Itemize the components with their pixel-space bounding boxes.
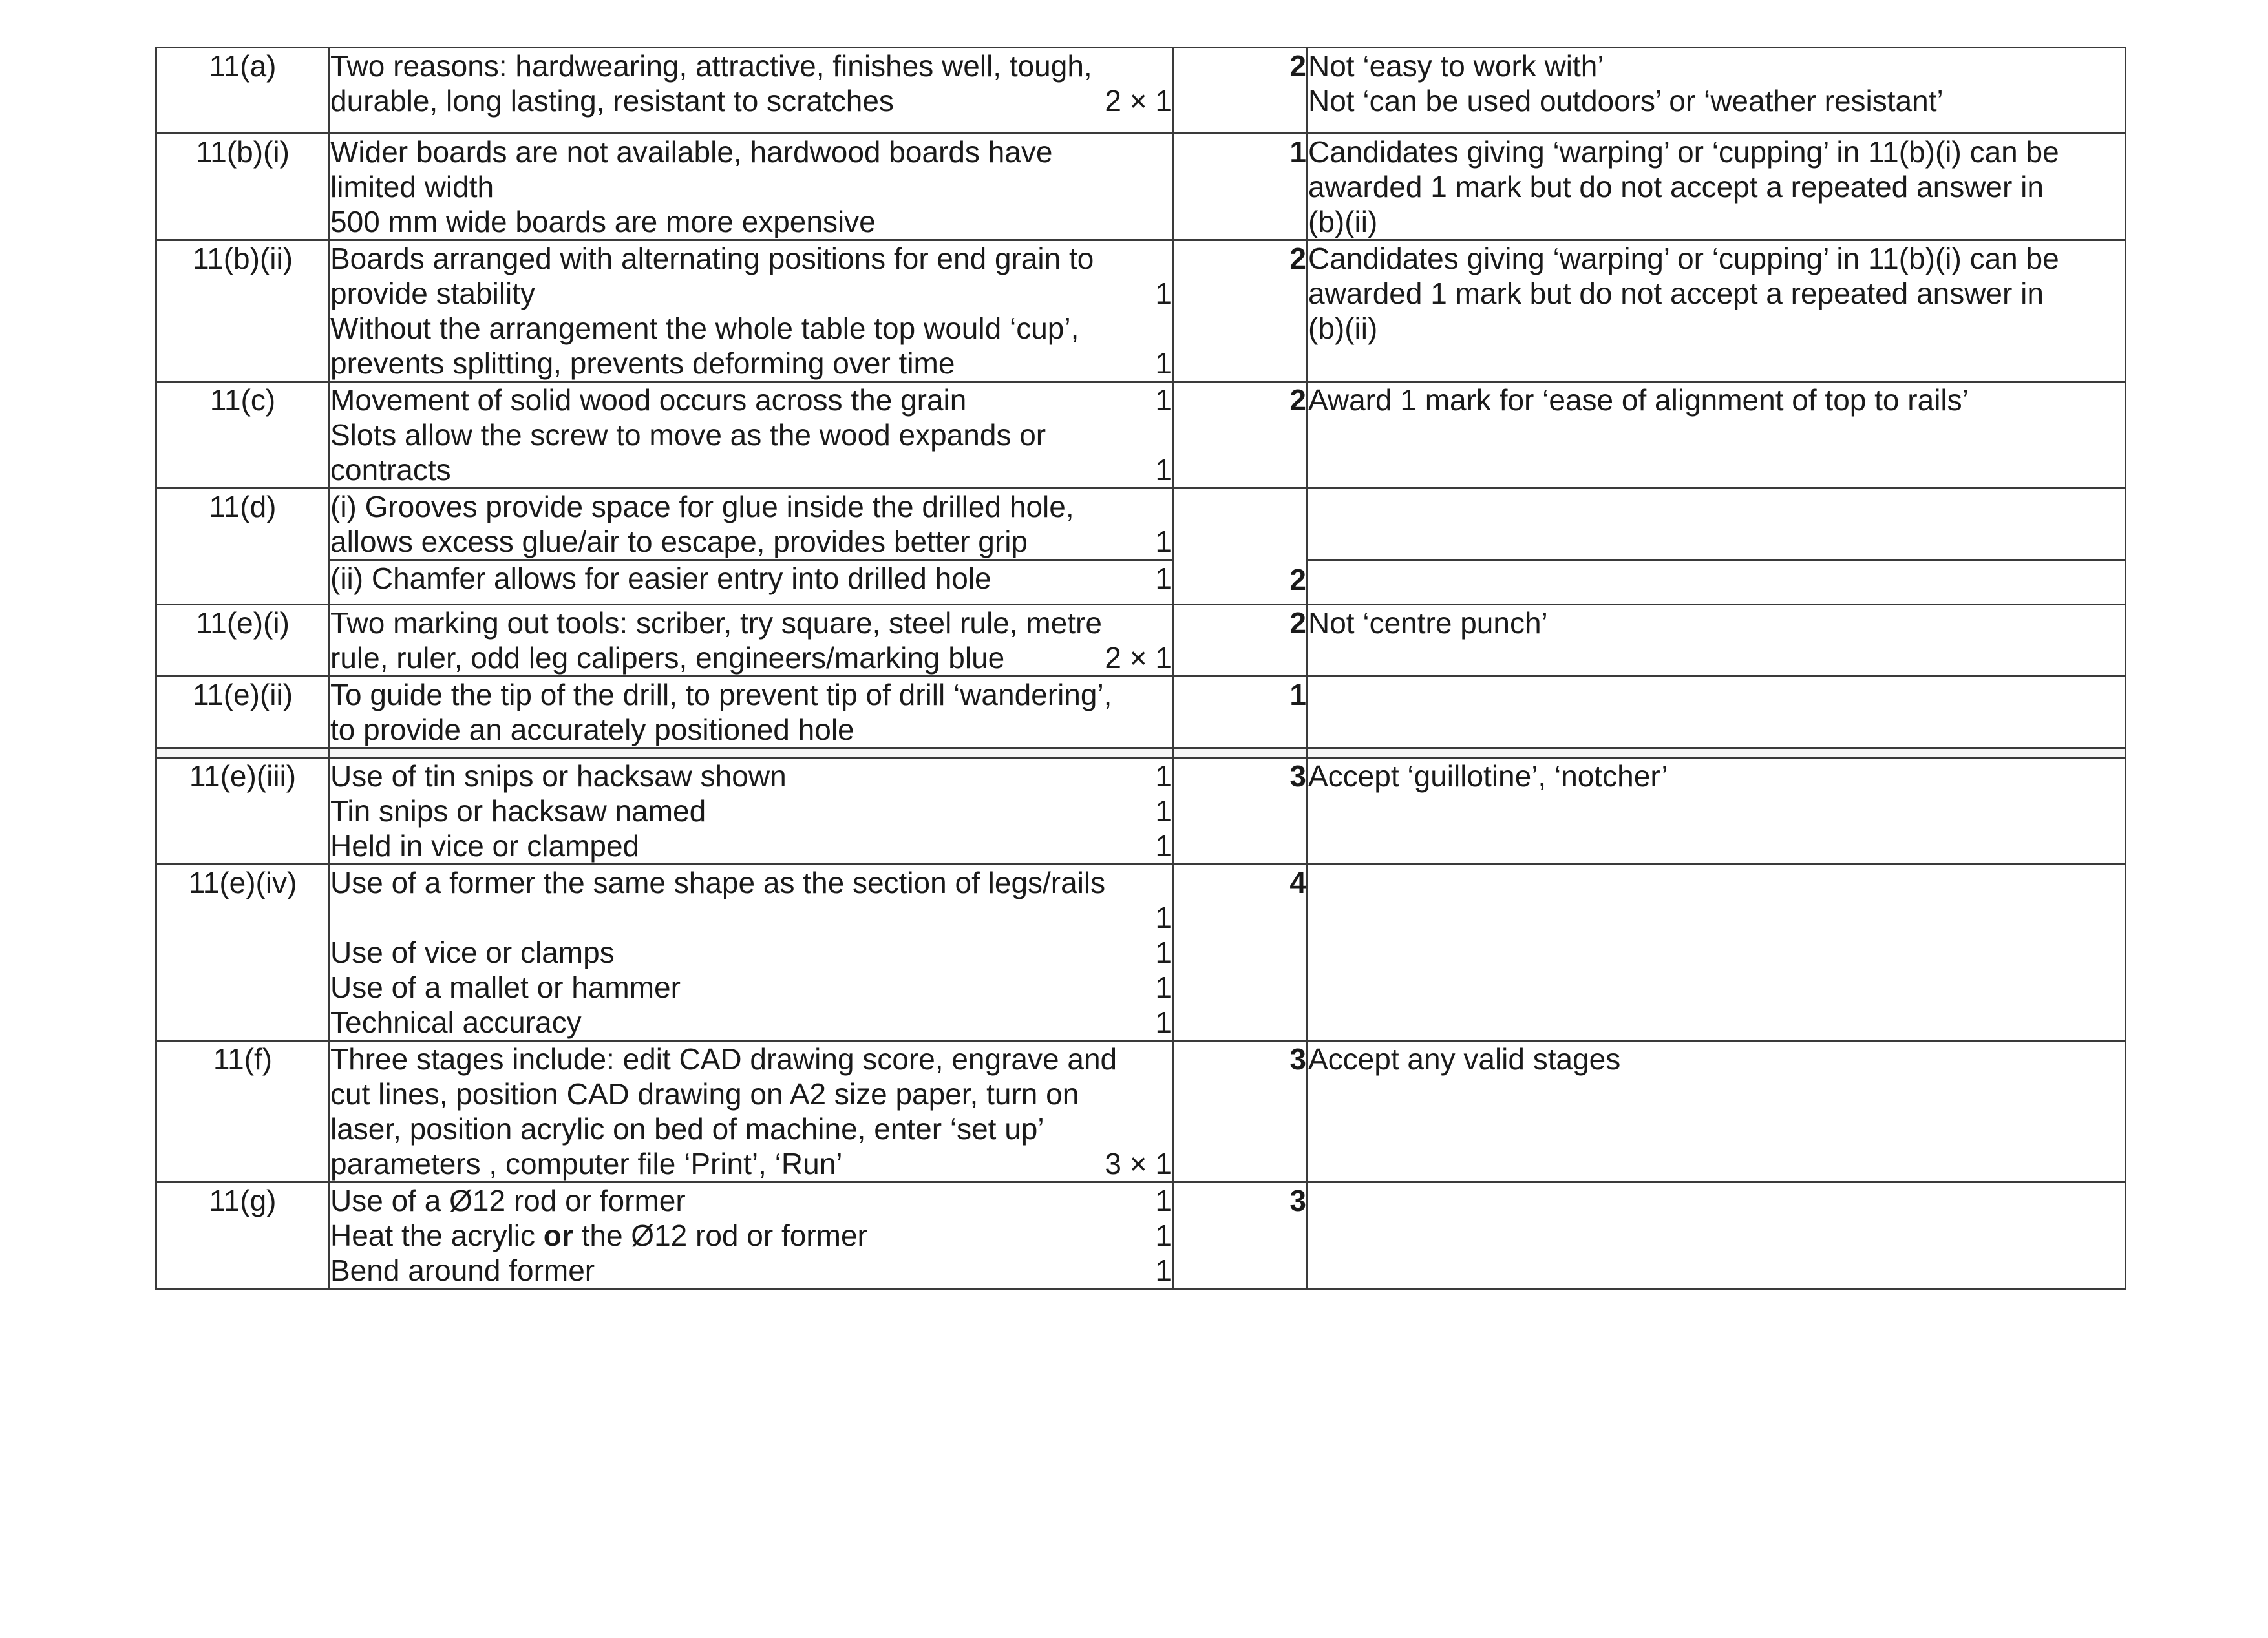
answer-cell	[330, 1041, 1173, 1182]
guidance-text: Award 1 mark for ‘ease of alignment of top to rails’	[1308, 383, 1969, 417]
answer-text: Use of tin snips or hacksaw shown	[330, 759, 787, 793]
answer-text: parameters , computer file ‘Print’, ‘Run’	[330, 1147, 843, 1181]
answer-text: allows excess glue/air to escape, provides better grip	[330, 525, 1028, 558]
line-mark	[1159, 241, 1172, 276]
answer-text: Wider boards are not available, hardwood boards have	[330, 135, 1053, 169]
guidance-cell	[1308, 382, 2126, 488]
line-mark: 2 × 1	[1105, 84, 1172, 118]
guidance-cell	[1308, 865, 2126, 1041]
line-mark	[1159, 204, 1172, 239]
line-mark	[1159, 417, 1172, 452]
table-row	[156, 382, 2126, 488]
answer-text: provide stability	[330, 277, 536, 310]
line-mark	[1159, 134, 1172, 169]
marks-cell	[1173, 865, 1308, 1041]
answer-text: contracts	[330, 453, 451, 487]
line-mark	[1159, 489, 1172, 524]
question-number: 11(b)(i)	[156, 134, 330, 240]
answer-text: Use of vice or clamps	[330, 936, 615, 969]
question-number: 11(e)(ii)	[156, 677, 330, 748]
guidance-cell	[1308, 240, 2126, 382]
marks-cell	[1173, 240, 1308, 382]
answer-line	[330, 1253, 1172, 1288]
table-row	[156, 1041, 2126, 1182]
total-marks: 3	[1289, 1184, 1306, 1217]
answer-line	[330, 489, 1172, 524]
answer-cell	[330, 1182, 1173, 1289]
guidance-cell	[1308, 134, 2126, 240]
marks-cell	[1173, 488, 1308, 605]
guidance-cell	[1308, 758, 2126, 865]
total-marks: 1	[1289, 135, 1306, 169]
line-mark	[1159, 169, 1172, 204]
line-mark	[1159, 712, 1172, 747]
line-mark: 1	[1155, 562, 1172, 595]
table-row	[156, 560, 2126, 605]
guidance-cell	[1308, 48, 2126, 134]
divider-cell	[156, 748, 330, 758]
line-mark	[1159, 48, 1172, 83]
answer-line	[330, 561, 1172, 596]
line-mark: 1	[1155, 383, 1172, 417]
question-number: 11(g)	[156, 1182, 330, 1289]
total-marks: 4	[1289, 866, 1306, 899]
answer-line	[330, 1146, 1172, 1181]
mark-scheme-table	[155, 47, 2126, 1290]
line-mark	[1159, 677, 1172, 712]
answer-line	[330, 204, 1172, 239]
answer-line	[330, 1218, 1172, 1253]
line-mark: 1	[1155, 277, 1172, 310]
answer-line	[330, 1005, 1172, 1040]
answer-text: Use of a former the same shape as the section of legs/rails	[330, 866, 1106, 899]
guidance-cell	[1308, 1041, 2126, 1182]
answer-line	[330, 1111, 1172, 1146]
line-mark: 1	[1155, 346, 1172, 380]
marks-cell	[1173, 758, 1308, 865]
answer-cell	[330, 758, 1173, 865]
answer-text: 500 mm wide boards are more expensive	[330, 205, 876, 238]
answer-text-emphasis: or	[543, 1219, 573, 1252]
answer-text: rule, ruler, odd leg calipers, engineers/marking blue	[330, 641, 1005, 675]
guidance-text: awarded 1 mark but do not accept a repeated answer in	[1308, 170, 2044, 204]
marks-cell	[1173, 1182, 1308, 1289]
answer-line	[330, 865, 1172, 900]
answer-text	[330, 1218, 1142, 1253]
marks-cell	[1173, 134, 1308, 240]
table-row	[156, 240, 2126, 382]
answer-line	[330, 712, 1172, 747]
answer-line	[330, 1076, 1172, 1111]
guidance-cell	[1308, 605, 2126, 677]
answer-line	[330, 134, 1172, 169]
line-mark: 1	[1155, 971, 1172, 1004]
page-break-divider	[156, 748, 2126, 758]
answer-line	[330, 1183, 1172, 1218]
answer-text: Boards arranged with alternating positions for end grain to	[330, 242, 1094, 275]
line-mark: 1	[1155, 759, 1172, 793]
answer-text	[330, 900, 1142, 935]
answer-text: Movement of solid wood occurs across the grain	[330, 383, 967, 417]
answer-text-part: Use of a Ø12 rod or former	[330, 1184, 686, 1217]
guidance-text: Not ‘can be used outdoors’ or ‘weather resistant’	[1308, 84, 1944, 118]
answer-line	[330, 935, 1172, 970]
answer-line	[330, 276, 1172, 311]
answer-text: cut lines, position CAD drawing on A2 size paper, turn on	[330, 1077, 1079, 1111]
answer-line	[330, 452, 1172, 487]
answer-line	[330, 241, 1172, 276]
guidance-cell	[1308, 560, 2126, 605]
table-row	[156, 488, 2126, 560]
answer-line	[330, 383, 1172, 417]
answer-text-part: the Ø12 rod or former	[573, 1219, 867, 1252]
mark-scheme-page	[155, 47, 2125, 1290]
total-marks: 2	[1289, 606, 1306, 640]
answer-cell	[330, 605, 1173, 677]
answer-line	[330, 793, 1172, 828]
divider-cell	[1173, 748, 1308, 758]
guidance-text: Accept ‘guillotine’, ‘notcher’	[1308, 759, 1668, 793]
table-row	[156, 758, 2126, 865]
line-mark: 3 × 1	[1105, 1147, 1172, 1181]
question-number: 11(c)	[156, 382, 330, 488]
answer-text: Two marking out tools: scriber, try square, steel rule, metre	[330, 606, 1102, 640]
answer-line	[330, 759, 1172, 793]
answer-text: Three stages include: edit CAD drawing score, engrave and	[330, 1042, 1118, 1076]
answer-line	[330, 900, 1172, 935]
answer-line	[330, 828, 1172, 863]
guidance-text: awarded 1 mark but do not accept a repeated answer in	[1308, 277, 2044, 310]
answer-cell	[330, 240, 1173, 382]
line-mark	[1159, 605, 1172, 640]
guidance-text: Not ‘centre punch’	[1308, 606, 1548, 640]
answer-text: Slots allow the screw to move as the wood expands or	[330, 418, 1046, 452]
guidance-cell	[1308, 1182, 2126, 1289]
table-row	[156, 1182, 2126, 1289]
answer-text-part: Bend around former	[330, 1254, 595, 1287]
total-marks: 2	[1289, 563, 1306, 596]
guidance-cell	[1308, 677, 2126, 748]
answer-text: Tin snips or hacksaw named	[330, 794, 706, 828]
line-mark	[1159, 1076, 1172, 1111]
marks-cell	[1173, 1041, 1308, 1182]
line-mark: 1	[1155, 901, 1172, 934]
answer-line	[330, 524, 1172, 559]
marks-cell	[1173, 48, 1308, 134]
line-mark: 1	[1155, 525, 1172, 558]
guidance-text: (b)(ii)	[1308, 205, 1378, 238]
answer-cell	[330, 48, 1173, 134]
line-mark: 1	[1155, 453, 1172, 487]
answer-cell	[330, 560, 1173, 605]
total-marks: 2	[1289, 383, 1306, 417]
total-marks: 2	[1289, 242, 1306, 275]
marks-cell	[1173, 382, 1308, 488]
answer-text	[330, 1253, 1142, 1288]
line-mark: 2 × 1	[1105, 641, 1172, 675]
answer-line	[330, 311, 1172, 346]
answer-line	[330, 677, 1172, 712]
answer-text: Two reasons: hardwearing, attractive, finishes well, tough,	[330, 49, 1092, 83]
total-marks: 3	[1289, 759, 1306, 793]
guidance-text: Not ‘easy to work with’	[1308, 49, 1604, 83]
question-number: 11(e)(iii)	[156, 758, 330, 865]
table-row	[156, 134, 2126, 240]
table-row	[156, 677, 2126, 748]
answer-cell	[330, 382, 1173, 488]
question-number: 11(e)(iv)	[156, 865, 330, 1041]
line-mark: 1	[1155, 829, 1172, 863]
line-mark: 1	[1155, 1219, 1172, 1252]
answer-cell	[330, 677, 1173, 748]
line-mark: 1	[1155, 1184, 1172, 1217]
marks-cell	[1173, 605, 1308, 677]
question-number: 11(a)	[156, 48, 330, 134]
answer-cell	[330, 134, 1173, 240]
question-number: 11(d)	[156, 488, 330, 605]
answer-line	[330, 169, 1172, 204]
line-mark	[1159, 1042, 1172, 1076]
answer-text: Without the arrangement the whole table top would ‘cup’,	[330, 311, 1079, 345]
table-row	[156, 605, 2126, 677]
answer-line	[330, 970, 1172, 1005]
line-mark	[1159, 865, 1172, 900]
answer-text: To guide the tip of the drill, to prevent tip of drill ‘wandering’,	[330, 678, 1112, 711]
answer-text: durable, long lasting, resistant to scratches	[330, 84, 894, 118]
divider-cell	[330, 748, 1173, 758]
guidance-text: Candidates giving ‘warping’ or ‘cupping’ in 11(b)(i) can be	[1308, 242, 2059, 275]
answer-line	[330, 417, 1172, 452]
total-marks: 1	[1289, 678, 1306, 711]
divider-cell	[1308, 748, 2126, 758]
answer-line	[330, 83, 1172, 118]
answer-text: to provide an accurately positioned hole	[330, 713, 854, 746]
table-row	[156, 48, 2126, 134]
line-mark	[1159, 1111, 1172, 1146]
answer-line	[330, 1042, 1172, 1076]
answer-cell	[330, 865, 1173, 1041]
line-mark: 1	[1155, 936, 1172, 969]
answer-text: Held in vice or clamped	[330, 829, 640, 863]
answer-text: prevents splitting, prevents deforming over time	[330, 346, 955, 380]
answer-text: limited width	[330, 170, 494, 204]
answer-line	[330, 605, 1172, 640]
line-mark: 1	[1155, 1254, 1172, 1287]
marks-cell	[1173, 677, 1308, 748]
line-mark: 1	[1155, 1005, 1172, 1039]
answer-line	[330, 48, 1172, 83]
guidance-text: Accept any valid stages	[1308, 1042, 1621, 1076]
question-number: 11(f)	[156, 1041, 330, 1182]
answer-text	[330, 1183, 1142, 1218]
answer-text: laser, position acrylic on bed of machine, enter ‘set up’	[330, 1112, 1044, 1146]
question-number: 11(b)(ii)	[156, 240, 330, 382]
total-marks: 3	[1289, 1042, 1306, 1076]
line-mark: 1	[1155, 794, 1172, 828]
guidance-text: Candidates giving ‘warping’ or ‘cupping’ in 11(b)(i) can be	[1308, 135, 2059, 169]
table-row	[156, 865, 2126, 1041]
answer-text: (ii) Chamfer allows for easier entry into drilled hole	[330, 562, 991, 595]
answer-cell	[330, 488, 1173, 560]
guidance-cell	[1308, 488, 2126, 560]
guidance-text: (b)(ii)	[1308, 311, 1378, 345]
question-number: 11(e)(i)	[156, 605, 330, 677]
answer-text: (i) Grooves provide space for glue inside the drilled hole,	[330, 490, 1074, 523]
answer-text-part: Heat the acrylic	[330, 1219, 544, 1252]
answer-text: Use of a mallet or hammer	[330, 971, 681, 1004]
total-marks: 2	[1289, 49, 1306, 83]
answer-line	[330, 346, 1172, 381]
answer-text: Technical accuracy	[330, 1005, 582, 1039]
answer-line	[330, 640, 1172, 675]
line-mark	[1159, 311, 1172, 346]
